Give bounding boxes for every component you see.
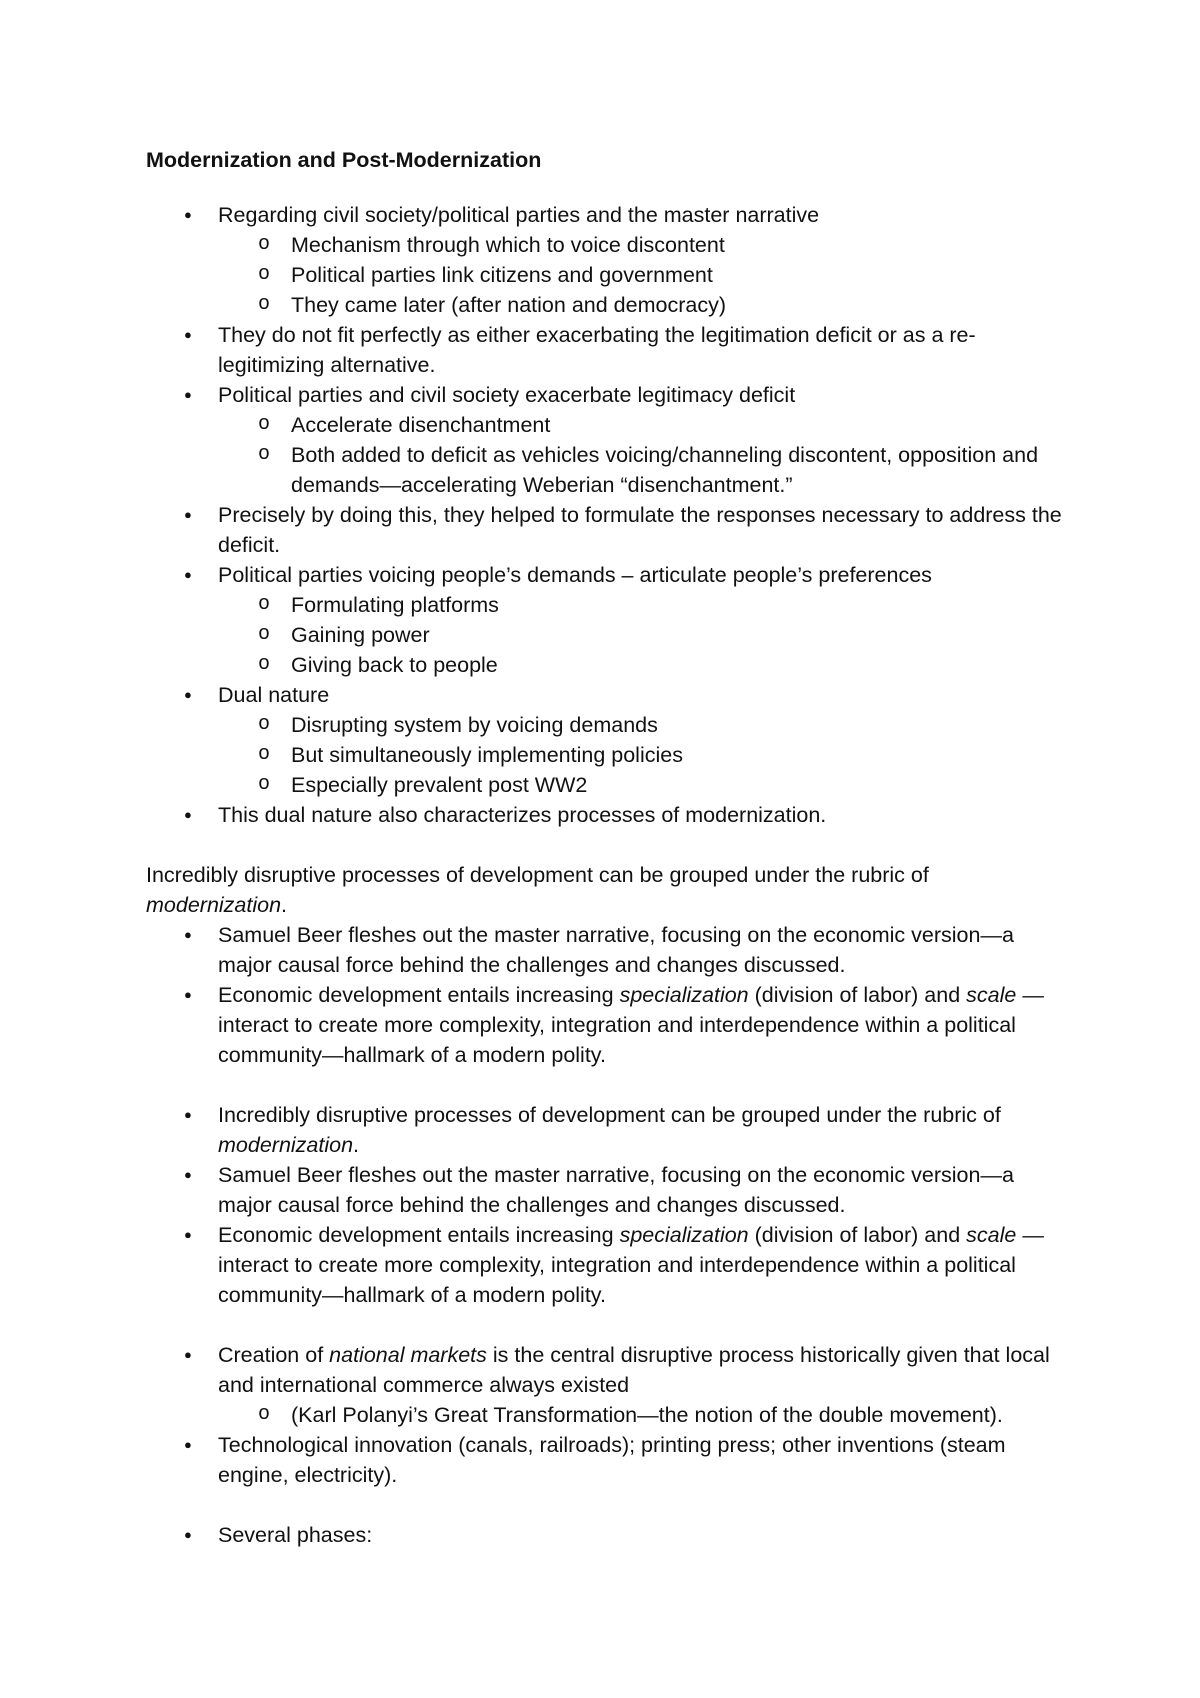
list-item: ● They do not fit perfectly as either exacerbating the legitimation deficit or as a re-legitimizing alternative. <box>146 320 1066 380</box>
list-item-text: . <box>353 1133 360 1157</box>
list-item-text: is the central disruptive process historically given that local and international commerce always existed <box>218 1343 1050 1397</box>
bullet-list-section-1 <box>146 200 1066 830</box>
list-item <box>146 380 1066 500</box>
sub-list <box>218 710 1066 800</box>
paragraph-modernization <box>146 860 1066 920</box>
sub-list-item: o Gaining power <box>146 620 1066 650</box>
emphasis-text: scale <box>966 983 1017 1007</box>
list-item-text: Political parties voicing people’s demands – articulate people’s preferences <box>218 563 932 587</box>
sub-list-item: o (Karl Polanyi’s Great Transformation—the notion of the double movement). <box>146 1400 1066 1430</box>
bullet-list-section-5 <box>146 1520 1066 1550</box>
list-item-text: Incredibly disruptive processes of development can be grouped under the rubric of <box>218 1103 1001 1127</box>
sub-list-item: o They came later (after nation and democracy) <box>146 290 1066 320</box>
bullet-list-section-3 <box>146 1100 1066 1310</box>
list-item-text: Economic development entails increasing <box>218 1223 614 1247</box>
spacer <box>146 1490 1066 1520</box>
list-item-text: —interact to create more complexity, integration and interdependence within a political community—hallmark of a modern polity. <box>218 1223 1044 1307</box>
sub-list <box>218 590 1066 680</box>
list-item <box>146 1100 1066 1160</box>
sub-list-item: o Giving back to people <box>146 650 1066 680</box>
emphasis-text: scale <box>966 1223 1017 1247</box>
list-item <box>146 1220 1066 1310</box>
emphasis-text: specialization <box>619 983 749 1007</box>
emphasis-text: national markets <box>329 1343 487 1367</box>
list-item <box>146 560 1066 680</box>
sub-list-item: o Political parties link citizens and government <box>146 260 1066 290</box>
sub-list <box>218 1400 1066 1430</box>
sub-list-item: o Formulating platforms <box>146 590 1066 620</box>
list-item-text: Political parties and civil society exacerbate legitimacy deficit <box>218 383 796 407</box>
list-item: ● Samuel Beer fleshes out the master narrative, focusing on the economic version—a major causal force behind the challenges and changes discussed. <box>146 1160 1066 1220</box>
list-item: ● Samuel Beer fleshes out the master narrative, focusing on the economic version—a major causal force behind the challenges and changes discussed. <box>146 920 1066 980</box>
list-item <box>146 980 1066 1070</box>
list-item <box>146 200 1066 320</box>
bullet-list-section-4 <box>146 1340 1066 1490</box>
list-item <box>146 1340 1066 1430</box>
list-item-text: Dual nature <box>218 683 330 707</box>
paragraph-text: . <box>281 893 288 917</box>
list-item-text: —interact to create more complexity, integration and interdependence within a political community—hallmark of a modern polity. <box>218 983 1044 1067</box>
spacer <box>146 830 1066 860</box>
sub-list-item: o Both added to deficit as vehicles voicing/channeling discontent, opposition and demands—accelerating Weberian “disenchantment.” <box>146 440 1066 500</box>
spacer <box>146 1310 1066 1340</box>
sub-list-item: o Accelerate disenchantment <box>146 410 1066 440</box>
sub-list-item: o Disrupting system by voicing demands <box>146 710 1066 740</box>
document-title: Modernization and Post-Modernization <box>146 148 542 172</box>
list-item-text: Economic development entails increasing <box>218 983 614 1007</box>
bullet-list-section-2 <box>146 920 1066 1070</box>
list-item-text: (division of labor) and <box>754 1223 961 1247</box>
list-item-text: Creation of <box>218 1343 324 1367</box>
list-item <box>146 680 1066 800</box>
sub-list <box>218 410 1066 500</box>
list-item: ● This dual nature also characterizes processes of modernization. <box>146 800 1066 830</box>
sub-list-item: o But simultaneously implementing policies <box>146 740 1066 770</box>
emphasis-text: specialization <box>619 1223 749 1247</box>
sub-list <box>218 230 1066 320</box>
emphasis-text: modernization <box>218 1133 354 1157</box>
document-body <box>146 145 1066 1550</box>
paragraph-text: Incredibly disruptive processes of development can be grouped under the rubric of <box>146 863 929 887</box>
emphasis-text: modernization <box>146 893 282 917</box>
list-item: ● Technological innovation (canals, railroads); printing press; other inventions (steam engine, electricity). <box>146 1430 1066 1490</box>
list-item-text: (division of labor) and <box>754 983 961 1007</box>
spacer <box>146 1070 1066 1100</box>
list-item-text: Regarding civil society/political parties and the master narrative <box>218 203 820 227</box>
list-item: ● Several phases: <box>146 1520 1066 1550</box>
sub-list-item: o Especially prevalent post WW2 <box>146 770 1066 800</box>
sub-list-item: o Mechanism through which to voice discontent <box>146 230 1066 260</box>
list-item: ● Precisely by doing this, they helped to formulate the responses necessary to address the deficit. <box>146 500 1066 560</box>
